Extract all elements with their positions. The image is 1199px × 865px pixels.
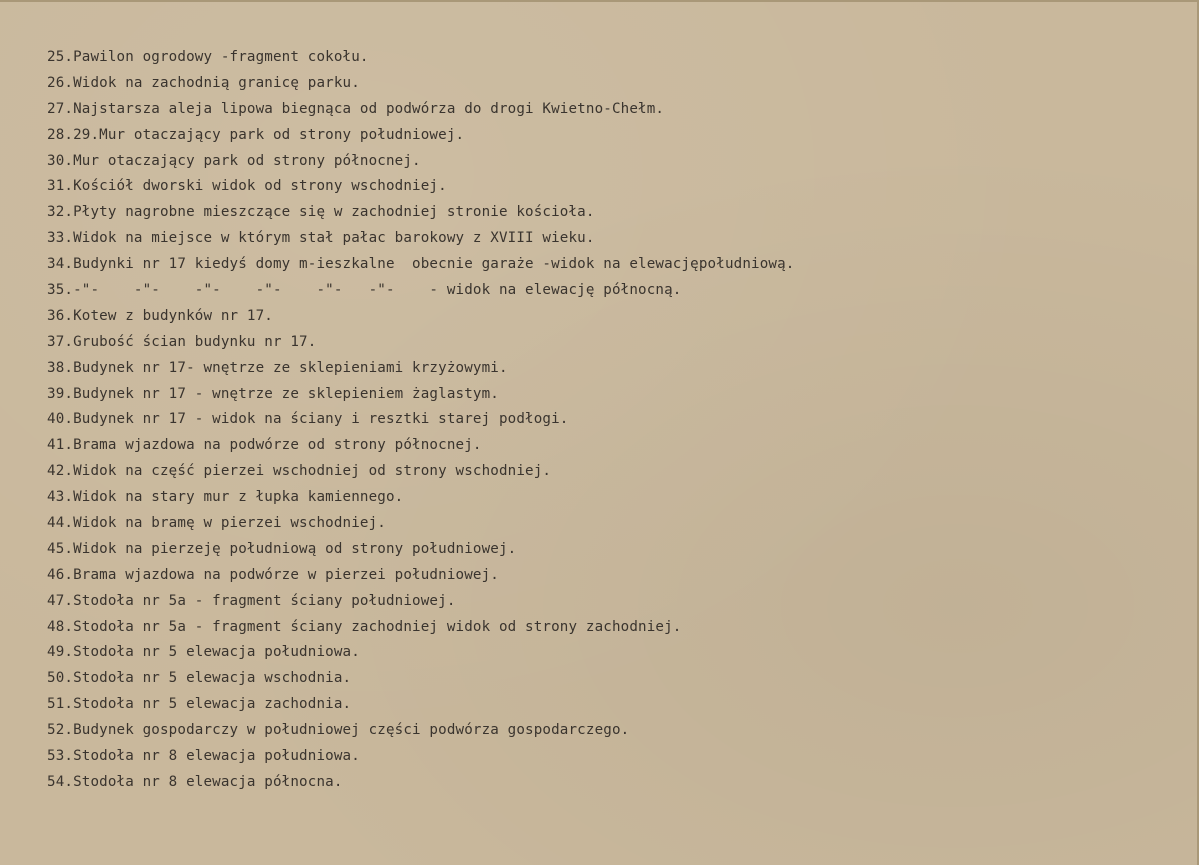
caption-line: 40.Budynek nr 17 - widok na ściany i resztki starej podłogi. bbox=[47, 411, 569, 428]
caption-line: 27.Najstarsza aleja lipowa biegnąca od podwórza do drogi Kwietno-Chełm. bbox=[47, 100, 665, 117]
caption-line: 28.29.Mur otaczający park od strony południowej. bbox=[47, 126, 465, 143]
caption-line: 36.Kotew z budynków nr 17. bbox=[47, 307, 273, 324]
caption-line: 25.Pawilon ogrodowy -fragment cokołu. bbox=[47, 49, 369, 65]
caption-line: 39.Budynek nr 17 - wnętrze ze sklepieniem żaglastym. bbox=[47, 385, 499, 402]
caption-line: 54.Stodoła nr 8 elewacja północna. bbox=[47, 773, 343, 790]
caption-line: 44.Widok na bramę w pierzei wschodniej. bbox=[47, 515, 386, 532]
caption-line: 31.Kościół dworski widok od strony wschodniej. bbox=[47, 178, 447, 195]
caption-line: 49.Stodoła nr 5 elewacja południowa. bbox=[47, 644, 360, 661]
caption-line: 46.Brama wjazdowa na podwórze w pierzei południowej. bbox=[47, 566, 499, 583]
caption-line: 41.Brama wjazdowa na podwórze od strony północnej. bbox=[47, 437, 482, 454]
caption-line: 32.Płyty nagrobne mieszczące się w zachodniej stronie kościoła. bbox=[47, 204, 595, 221]
caption-line: 37.Grubość ścian budynku nr 17. bbox=[47, 333, 317, 350]
caption-line: 51.Stodoła nr 5 elewacja zachodnia. bbox=[47, 696, 352, 713]
photo-caption-list bbox=[47, 45, 794, 796]
caption-line: 43.Widok na stary mur z łupka kamiennego. bbox=[47, 489, 404, 506]
caption-line: 48.Stodoła nr 5a - fragment ściany zachodniej widok od strony zachodniej. bbox=[47, 618, 682, 635]
caption-line: 50.Stodoła nr 5 elewacja wschodnia. bbox=[47, 670, 352, 687]
caption-line: 30.Mur otaczający park od strony północnej. bbox=[47, 152, 421, 169]
caption-line: 45.Widok na pierzeję południową od strony południowej. bbox=[47, 540, 517, 557]
caption-line: 52.Budynek gospodarczy w południowej części podwórza gospodarczego. bbox=[47, 722, 630, 739]
caption-line: 47.Stodoła nr 5a - fragment ściany południowej. bbox=[47, 592, 456, 609]
caption-line: 26.Widok na zachodnią granicę parku. bbox=[47, 74, 360, 91]
caption-line: 34.Budynki nr 17 kiedyś domy m-ieszkalne obecnie garaże -widok na elewacjępołudniową. bbox=[47, 256, 795, 273]
caption-line: 53.Stodoła nr 8 elewacja południowa. bbox=[47, 748, 360, 765]
caption-line: 38.Budynek nr 17- wnętrze ze sklepieniami krzyżowymi. bbox=[47, 359, 508, 376]
caption-line: 42.Widok na część pierzei wschodniej od strony wschodniej. bbox=[47, 463, 552, 480]
caption-line: 35.-"- -"- -"- -"- -"- -"- - widok na elewację północną. bbox=[47, 282, 682, 299]
caption-line: 33.Widok na miejsce w którym stał pałac barokowy z XVIII wieku. bbox=[47, 230, 595, 247]
